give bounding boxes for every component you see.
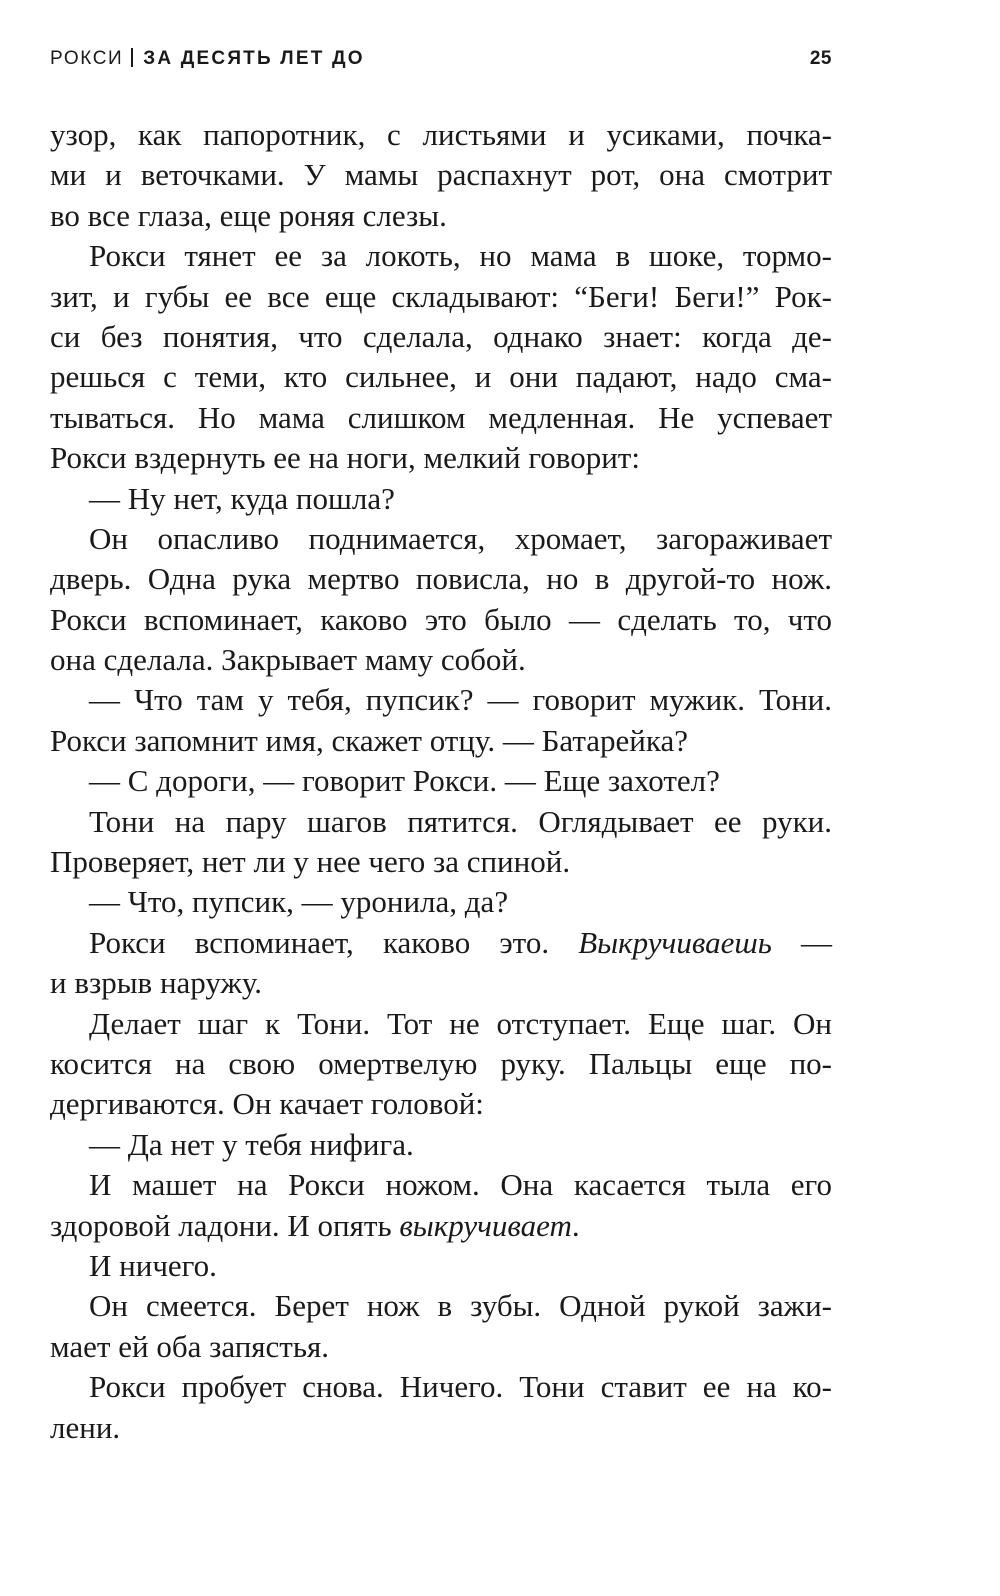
text-line: зит, и губы ее все еще складывают: “Беги! Беги!” Рок- <box>50 278 832 314</box>
text-line: тываться. Но мама слишком медленная. Не успевает <box>50 399 832 435</box>
text-line: Рокси пробует снова. Ничего. Тони ставит ее на ко- <box>89 1369 832 1405</box>
text-line: дверь. Одна рука мертво повисла, но в другой-то нож. <box>50 561 832 597</box>
text-line: и взрыв наружу. <box>50 965 263 1001</box>
text-line: Тони на пару шагов пятится. Оглядывает ее руки. <box>89 803 832 839</box>
text-line: Рокси тянет ее за локоть, но мама в шоке, тормо- <box>89 238 832 274</box>
text-line: во все глаза, еще роняя слезы. <box>50 197 447 233</box>
text-line: она сделала. Закрывает маму собой. <box>50 642 526 678</box>
text-line: — Что там у тебя, пупсик? — говорит мужик. Тони. <box>89 682 832 718</box>
text-line-with-italic <box>50 923 832 963</box>
text-line: косится на свою омертвелую руку. Пальцы еще по- <box>50 1045 832 1081</box>
text-run: Рокси вспоминает, каково это. <box>89 924 550 960</box>
text-line: решься с теми, кто сильнее, и они падают, надо сма- <box>50 359 832 395</box>
running-head-section: ЗА ДЕСЯТЬ ЛЕТ ДО <box>143 48 365 69</box>
text-line: мает ей оба запястья. <box>50 1328 329 1364</box>
text-run: . <box>571 1207 580 1243</box>
text-line: си без понятия, что сделала, однако знает: когда де- <box>50 318 832 354</box>
text-line: — Что, пупсик, — уронила, да? <box>89 884 509 920</box>
italic-run: выкручивает <box>399 1207 572 1243</box>
running-head <box>50 44 832 74</box>
text-line-with-italic <box>50 1206 832 1246</box>
text-line: дергиваются. Он качает головой: <box>50 1086 484 1122</box>
page-number: 25 <box>809 48 832 69</box>
body-text <box>50 115 832 1448</box>
text-run: здоровой ладони. И опять <box>50 1207 392 1243</box>
text-line: Рокси запомнит имя, скажет отцу. — Батарейка? <box>50 722 688 758</box>
text-line: — С дороги, — говорит Рокси. — Еще захотел? <box>89 763 720 799</box>
text-line: — Ну нет, куда пошла? <box>89 480 395 516</box>
running-head-author: РОКСИ <box>50 48 124 69</box>
text-line: Он смеется. Берет нож в зубы. Одной рукой зажи- <box>89 1288 832 1324</box>
text-line: узор, как папоротник, с листьями и усиками, почка- <box>50 117 832 152</box>
text-line: И машет на Рокси ножом. Она касается тыла его <box>89 1167 832 1203</box>
text-line: Рокси вспоминает, каково это было — сделать то, что <box>50 601 832 637</box>
running-head-divider <box>131 48 133 67</box>
text-line: Проверяет, нет ли у нее чего за спиной. <box>50 844 571 880</box>
text-line: ми и веточками. У мамы распахнут рот, она смотрит <box>50 157 832 193</box>
text-line: — Да нет у тебя нифига. <box>89 1126 414 1162</box>
text-line: лени. <box>50 1409 121 1445</box>
text-run: — <box>801 924 833 960</box>
text-line: И ничего. <box>89 1247 217 1283</box>
text-line: Он опасливо поднимается, хромает, загораживает <box>89 520 832 556</box>
italic-run: Выкручиваешь <box>578 924 772 960</box>
text-line: Рокси вздернуть ее на ноги, мелкий говорит: <box>50 440 640 476</box>
text-line: Делает шаг к Тони. Тот не отступает. Еще шаг. Он <box>89 1005 832 1041</box>
